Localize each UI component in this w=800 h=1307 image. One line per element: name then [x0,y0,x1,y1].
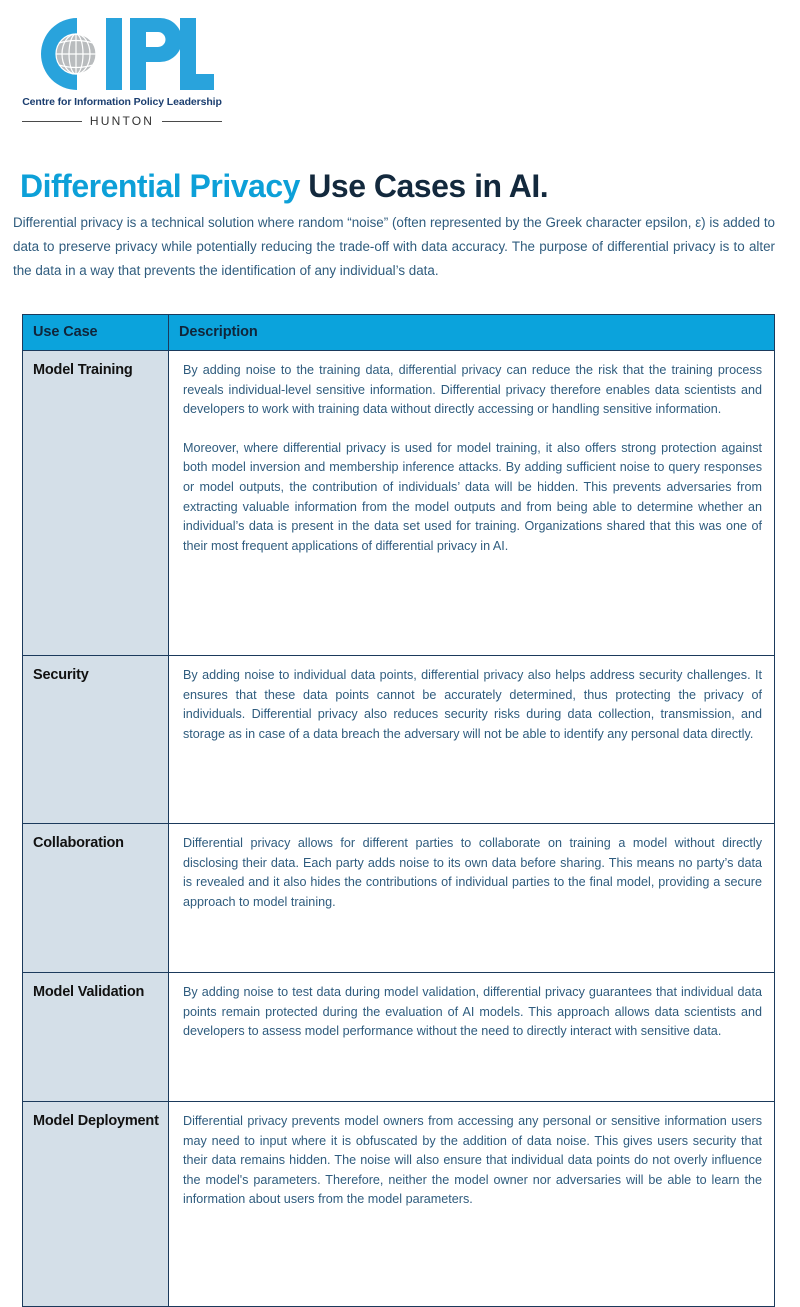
use-case-cell: Security [23,656,169,824]
logo-firm-name: HUNTON [89,114,155,128]
use-cases-table [22,314,775,1307]
description-cell [169,824,775,973]
logo-tagline: Centre for Information Policy Leadership [22,96,222,108]
page-title-accent: Differential Privacy [20,168,300,205]
description-paragraph: Differential privacy allows for different parties to collaborate on training a model without directly disclosing their data. Each party adds noise to its own data before sharing. This means no party’s data is revealed and it also hides the contributions of individual parties to the final model, providing a secure approach to model training. [183,836,762,909]
logo-firm-row [22,114,222,128]
use-case-cell: Model Validation [23,973,169,1102]
table-row [23,824,775,973]
description-cell [169,351,775,656]
use-case-cell: Model Training [23,351,169,656]
table-row [23,973,775,1102]
table-header-row [23,315,775,351]
table-row [23,656,775,824]
description-paragraph: By adding noise to the training data, differential privacy can reduce the risk that the training process reveals individual-level sensitive information. Differential privacy therefore enables data scientists and developers to work with training data without directly accessing or handling sensitive information. [183,363,762,417]
table-body [23,351,775,1307]
column-header-description: Description [169,315,775,351]
page-title-dark: Use Cases in AI. [308,168,549,205]
description-cell [169,656,775,824]
use-case-cell: Model Deployment [23,1102,169,1307]
table-row [23,351,775,656]
description-paragraph: Moreover, where differential privacy is used for model training, it also offers strong protection against both model inversion and membership inference attacks. By adding sufficient noise to query responses or model outputs, the contribution of individuals’ data will be hidden. This prevents adversaries from extracting valuable information from the model outputs and from being able to determine whether an individual’s data is present in the data set used for training. Organizations shared that this was one of their most frequent applications of differential privacy in AI. [183,440,762,553]
organization-logo [22,14,222,128]
use-cases-table-container [22,314,775,1307]
cipl-logo-mark [34,14,214,94]
description-paragraph: By adding noise to individual data points, differential privacy also helps address security challenges. It ensures that these data points cannot be accurately determined, thus protecting the privacy of individuals. Differential privacy also reduces security risks during data collection, transmission, and storage as in case of a data breach the adversary will not be able to identify any personal data directly. [183,668,762,741]
use-case-cell: Collaboration [23,824,169,973]
table-header [23,315,775,351]
intro-paragraph: Differential privacy is a technical solution where random “noise” (often represented by the Greek character epsilon, ε) is added to data to preserve privacy while potentially reducing the trade-off with data accuracy. The purpose of differential privacy is to alter the data in a way that prevents the identification of any individual’s data. [13,215,775,279]
description-paragraph: Differential privacy prevents model owners from accessing any personal or sensitive information users may need to input where it is obfuscated by the addition of data noise. This gives users security that their data remains hidden. The noise will also ensure that individual data points do not overly influence the model's parameters. Therefore, neither the model owner nor adversaries will be able to learn the information about users from the model parameters. [183,1114,762,1207]
description-cell [169,973,775,1102]
description-paragraph: By adding noise to test data during model validation, differential privacy guarantees that individual data points remain protected during the evaluation of AI models. This approach allows data scientists and developers to assess model performance without the need to directly interact with sensitive data. [183,985,762,1039]
table-row [23,1102,775,1307]
logo-rule-right [162,121,222,122]
logo-rule-left [22,121,82,122]
column-header-use-case: Use Case [23,315,169,351]
page-title [20,169,548,204]
description-cell [169,1102,775,1307]
